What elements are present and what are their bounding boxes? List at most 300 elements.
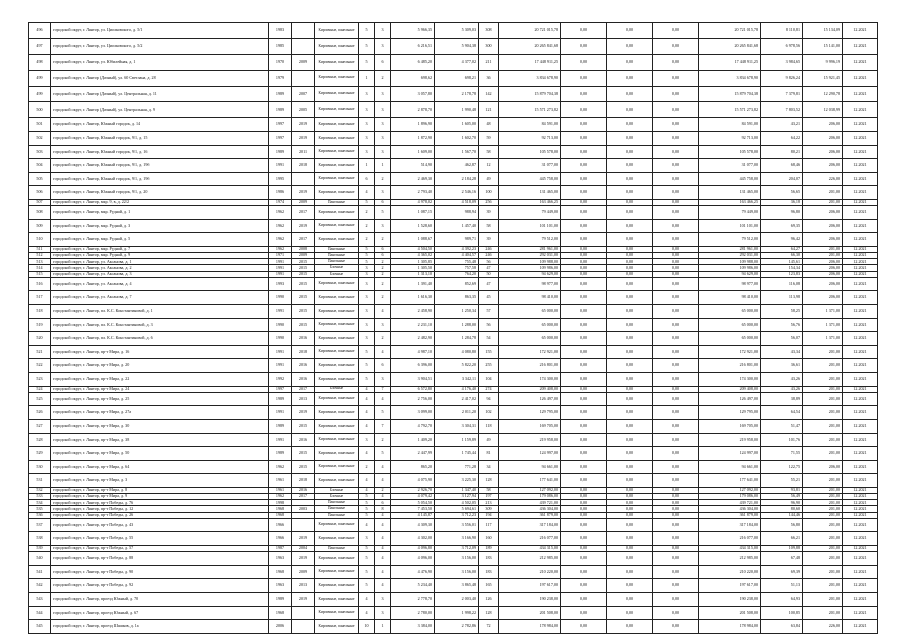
year-repair-cell xyxy=(292,38,315,54)
residents-cell: 128 xyxy=(479,606,499,620)
total-area-cell: 6 216,51 xyxy=(391,38,435,54)
fund-other-cell: 0,00 xyxy=(653,265,699,271)
fund-other-cell: 0,00 xyxy=(653,159,699,173)
address-cell: городской округ, г. Лянтор, пр-т Мира, д. 27а xyxy=(51,406,269,420)
residents-cell: 165 xyxy=(479,579,499,593)
floors-cell: 5 xyxy=(359,372,375,386)
residents-cell: 126 xyxy=(479,593,499,607)
owners-funds-cell: 445 758,00 xyxy=(699,172,761,186)
fund-other-cell: 0,00 xyxy=(653,552,699,566)
year-repair-cell xyxy=(292,620,315,634)
deadline-cell: 12.2021 xyxy=(843,259,878,265)
fund-other-cell: 0,00 xyxy=(653,565,699,579)
deadline-cell: 12.2021 xyxy=(843,392,878,406)
entrances-cell: 4 xyxy=(375,565,391,579)
living-area-cell: 698,21 xyxy=(435,70,479,86)
row-number: 536 xyxy=(29,512,51,518)
fund-local-cell: 0,00 xyxy=(607,620,653,634)
entrances-cell: 4 xyxy=(375,460,391,474)
wall-type-cell: Панельные xyxy=(315,506,359,512)
cost-total-cell: 434 315,00 xyxy=(499,546,561,552)
entrances-cell: 5 xyxy=(375,206,391,220)
cost-total-cell: 17 448 911,25 xyxy=(499,54,561,70)
owners-funds-cell: 20 265 841,68 xyxy=(699,38,761,54)
living-area-cell: 1 602,70 xyxy=(435,131,479,145)
total-area-cell: 4 075,90 xyxy=(391,474,435,488)
fund-other-cell: 0,00 xyxy=(653,118,699,132)
unit-cost-cell: 96,90 xyxy=(761,500,803,506)
fund-local-cell: 0,00 xyxy=(607,593,653,607)
row-number: 502 xyxy=(29,131,51,145)
year-repair-cell: 2015 xyxy=(292,305,315,319)
deadline-cell: 12.2021 xyxy=(843,172,878,186)
table-row xyxy=(29,86,878,102)
year-repair-cell: 2009 xyxy=(292,54,315,70)
table-row xyxy=(29,372,878,386)
row-number: 541 xyxy=(29,565,51,579)
year-built-cell: 1998 xyxy=(269,500,292,506)
fund-local-cell: 0,00 xyxy=(607,318,653,332)
limit-cost-cell: 201,00 xyxy=(803,447,843,461)
total-area-cell: 4 096,00 xyxy=(391,552,435,566)
wall-type-cell: Кирпичные, панельные xyxy=(315,565,359,579)
row-number: 510 xyxy=(29,233,51,247)
year-built-cell: 1968 xyxy=(269,506,292,512)
cost-total-cell: 129 795,00 xyxy=(499,406,561,420)
owners-funds-cell: 197 617,00 xyxy=(699,579,761,593)
deadline-cell: 12.2021 xyxy=(843,593,878,607)
wall-type-cell: Кирпичные, панельные xyxy=(315,159,359,173)
fund-local-cell: 0,00 xyxy=(607,359,653,373)
address-cell: городской округ, г. Лянтор, пр-т Мира, д. 22 xyxy=(51,372,269,386)
fund-regional-cell: 0,00 xyxy=(561,253,607,259)
address-cell: городской округ, г. Лянтор, пр-т Мира, д. 38 xyxy=(51,433,269,447)
fund-regional-cell: 0,00 xyxy=(561,145,607,159)
cost-total-cell: 216 801,00 xyxy=(499,359,561,373)
limit-cost-cell: 206,00 xyxy=(803,265,843,271)
fund-local-cell: 0,00 xyxy=(607,433,653,447)
year-repair-cell: 2015 xyxy=(292,271,315,277)
cost-total-cell: 3 834 678,90 xyxy=(499,70,561,86)
wall-type-cell: Кирпичные, панельные xyxy=(315,593,359,607)
fund-regional-cell: 0,00 xyxy=(561,487,607,493)
unit-cost-cell: 43,26 xyxy=(761,386,803,392)
floors-cell: 4 xyxy=(359,518,375,532)
year-repair-cell: 2019 xyxy=(292,219,315,233)
unit-cost-cell: 6 978,56 xyxy=(761,38,803,54)
fund-local-cell: 0,00 xyxy=(607,246,653,252)
year-built-cell: 1990 xyxy=(269,291,292,305)
fund-other-cell: 0,00 xyxy=(653,305,699,319)
entrances-cell: 4 xyxy=(375,546,391,552)
table-row xyxy=(29,206,878,220)
deadline-cell: 12.2021 xyxy=(843,70,878,86)
limit-cost-cell: 206,00 xyxy=(803,460,843,474)
fund-regional-cell: 0,00 xyxy=(561,265,607,271)
year-built-cell: 1989 xyxy=(269,102,292,118)
table-row xyxy=(29,579,878,593)
buildings-table xyxy=(28,22,878,634)
limit-cost-cell: 12 038,99 xyxy=(803,102,843,118)
cost-total-cell: 174 300,00 xyxy=(499,372,561,386)
entrances-cell: 2 xyxy=(375,265,391,271)
living-area-cell: 2 782,86 xyxy=(435,620,479,634)
year-repair-cell: 2018 xyxy=(292,159,315,173)
fund-regional-cell: 0,00 xyxy=(561,23,607,39)
living-area-cell: 1 159,89 xyxy=(435,433,479,447)
floors-cell: 3 xyxy=(359,305,375,319)
owners-funds-cell: 174 300,00 xyxy=(699,372,761,386)
limit-cost-cell: 206,00 xyxy=(803,131,843,145)
living-area-cell: 3 127,94 xyxy=(435,494,479,500)
floors-cell: 5 xyxy=(359,38,375,54)
wall-type-cell: Кирпичные, панельные xyxy=(315,606,359,620)
year-repair-cell: 2019 xyxy=(292,406,315,420)
total-area-cell: 514,90 xyxy=(391,159,435,173)
deadline-cell: 12.2021 xyxy=(843,386,878,392)
deadline-cell: 12.2021 xyxy=(843,419,878,433)
wall-type-cell: Кирпичные, панельные xyxy=(315,332,359,346)
cost-total-cell: 65 000,00 xyxy=(499,305,561,319)
year-built-cell: 1962 xyxy=(269,494,292,500)
owners-funds-cell: 65 000,00 xyxy=(699,318,761,332)
address-cell: городской округ, г. Лянтор, мкр. Руднай, д. 3 xyxy=(51,219,269,233)
owners-funds-cell: 178 984,00 xyxy=(699,620,761,634)
residents-cell: 56 xyxy=(479,318,499,332)
fund-regional-cell: 0,00 xyxy=(561,199,607,205)
row-number: 526 xyxy=(29,406,51,420)
year-built-cell: 1986 xyxy=(269,186,292,200)
address-cell: городской округ, г. Лянтор, ул. Юбилейная, д. 1 xyxy=(51,54,269,70)
entrances-cell: 6 xyxy=(375,500,391,506)
cost-total-cell: 31 077,00 xyxy=(499,159,561,173)
address-cell: городской округ, г. Лянтор (Дачный), ул. 60 Светлана, д. 28 xyxy=(51,70,269,86)
unit-cost-cell: 43,26 xyxy=(761,372,803,386)
fund-local-cell: 0,00 xyxy=(607,277,653,291)
floors-cell: 5 xyxy=(359,246,375,252)
owners-funds-cell: 105 578,00 xyxy=(699,145,761,159)
cost-total-cell: 439 721,00 xyxy=(499,500,561,506)
fund-regional-cell: 0,00 xyxy=(561,233,607,247)
fund-regional-cell: 0,00 xyxy=(561,500,607,506)
cost-total-cell: 163 466,25 xyxy=(499,199,561,205)
unit-cost-cell: 64,54 xyxy=(761,406,803,420)
table-row xyxy=(29,359,878,373)
living-area-cell: 3 556,01 xyxy=(435,518,479,532)
row-number: 522 xyxy=(29,359,51,373)
unit-cost-cell: 71,55 xyxy=(761,447,803,461)
entrances-cell: 6 xyxy=(375,253,391,259)
fund-local-cell: 0,00 xyxy=(607,253,653,259)
fund-other-cell: 0,00 xyxy=(653,460,699,474)
fund-other-cell: 0,00 xyxy=(653,512,699,518)
address-cell: городской округ, г. Лянтор, ул. Циолковского, д. 5/2 xyxy=(51,38,269,54)
year-repair-cell: 2005 xyxy=(292,102,315,118)
owners-funds-cell: 79 512,00 xyxy=(699,233,761,247)
wall-type-cell: Кирпичные, панельные xyxy=(315,54,359,70)
fund-local-cell: 0,00 xyxy=(607,305,653,319)
fund-regional-cell: 0,00 xyxy=(561,593,607,607)
cost-total-cell: 20 265 841,68 xyxy=(499,38,561,54)
limit-cost-cell: 201,00 xyxy=(803,386,843,392)
fund-local-cell: 0,00 xyxy=(607,565,653,579)
deadline-cell: 12.2021 xyxy=(843,332,878,346)
residents-cell: 56 xyxy=(479,259,499,265)
deadline-cell: 12.2021 xyxy=(843,159,878,173)
entrances-cell: 3 xyxy=(375,145,391,159)
fund-regional-cell: 0,00 xyxy=(561,359,607,373)
owners-funds-cell: 439 721,00 xyxy=(699,500,761,506)
fund-local-cell: 0,00 xyxy=(607,271,653,277)
wall-type-cell: Кирпичные, панельные xyxy=(315,474,359,488)
year-built-cell: 1962 xyxy=(269,219,292,233)
living-area-cell: 5 904,38 xyxy=(435,38,479,54)
address-cell: городской округ, г. Лянтор, ул. Аксанова, д. 2 xyxy=(51,265,269,271)
fund-other-cell: 0,00 xyxy=(653,186,699,200)
living-area-cell: 1 288,00 xyxy=(435,318,479,332)
entrances-cell: 6 xyxy=(375,199,391,205)
fund-regional-cell: 0,00 xyxy=(561,131,607,145)
year-built-cell: 1995 xyxy=(269,172,292,186)
deadline-cell: 12.2021 xyxy=(843,606,878,620)
address-cell: городской округ, г. Лянтор, мкр. Руднай, д. 5 xyxy=(51,233,269,247)
fund-other-cell: 0,00 xyxy=(653,131,699,145)
fund-other-cell: 0,00 xyxy=(653,579,699,593)
deadline-cell: 12.2021 xyxy=(843,433,878,447)
limit-cost-cell: 201,00 xyxy=(803,392,843,406)
total-area-cell: 2 482,90 xyxy=(391,332,435,346)
deadline-cell: 12.2021 xyxy=(843,206,878,220)
fund-other-cell: 0,00 xyxy=(653,447,699,461)
unit-cost-cell: 64,93 xyxy=(761,593,803,607)
entrances-cell: 4 xyxy=(375,532,391,546)
row-number: 511 xyxy=(29,246,51,252)
fund-other-cell: 0,00 xyxy=(653,277,699,291)
limit-cost-cell: 201,00 xyxy=(803,593,843,607)
wall-type-cell: Кирпичные, панельные xyxy=(315,345,359,359)
fund-other-cell: 0,00 xyxy=(653,246,699,252)
total-area-cell: 3 904,51 xyxy=(391,372,435,386)
fund-other-cell: 0,00 xyxy=(653,259,699,265)
fund-regional-cell: 0,00 xyxy=(561,386,607,392)
floors-cell: 3 xyxy=(359,277,375,291)
total-area-cell: 4 978,02 xyxy=(391,199,435,205)
fund-local-cell: 0,00 xyxy=(607,460,653,474)
address-cell: городской округ, г. Лянтор, пр-т Победы, д. 76 xyxy=(51,500,269,506)
row-number: 514 xyxy=(29,265,51,271)
limit-cost-cell: 206,00 xyxy=(803,219,843,233)
year-repair-cell: 2018 xyxy=(292,345,315,359)
wall-type-cell: Кирпичные, панельные xyxy=(315,620,359,634)
unit-cost-cell: 64,27 xyxy=(761,246,803,252)
entrances-cell: 3 xyxy=(375,38,391,54)
table-row xyxy=(29,332,878,346)
fund-other-cell: 0,00 xyxy=(653,386,699,392)
entrances-cell: 2 xyxy=(375,233,391,247)
entrances-cell: 4 xyxy=(375,518,391,532)
address-cell: городской округ, г. Лянтор (Дачный), ул. Центральная, д. 11 xyxy=(51,86,269,102)
address-cell: городской округ, г. Лянтор (Дачный), ул. Центральная, д. 9 xyxy=(51,102,269,118)
year-repair-cell: 2009 xyxy=(292,199,315,205)
wall-type-cell: Кирпичные, панельные xyxy=(315,392,359,406)
unit-cost-cell: 67,48 xyxy=(761,552,803,566)
unit-cost-cell: 56,07 xyxy=(761,332,803,346)
floors-cell: 5 xyxy=(359,359,375,373)
table-row xyxy=(29,277,878,291)
table-row xyxy=(29,532,878,546)
entrances-cell: 3 xyxy=(375,86,391,102)
year-repair-cell: 2017 xyxy=(292,386,315,392)
living-area-cell: 3 865,48 xyxy=(435,579,479,593)
owners-funds-cell: 94 629,00 xyxy=(699,271,761,277)
wall-type-cell: Кирпичные, панельные xyxy=(315,38,359,54)
limit-cost-cell: 201,00 xyxy=(803,474,843,488)
fund-other-cell: 0,00 xyxy=(653,145,699,159)
wall-type-cell: Кирпичные, панельные xyxy=(315,532,359,546)
owners-funds-cell: 212 985,00 xyxy=(699,552,761,566)
owners-funds-cell: 79 449,00 xyxy=(699,206,761,220)
table-row xyxy=(29,620,878,634)
row-number: 500 xyxy=(29,102,51,118)
year-built-cell: 1991 xyxy=(269,265,292,271)
floors-cell: 5 xyxy=(359,23,375,39)
address-cell: городской округ, г. Лянтор, мкр. Руднай, д. 1 xyxy=(51,206,269,220)
address-cell: городской округ, г. Лянтор, мкр. Руднай, д. 7 xyxy=(51,246,269,252)
address-cell: городской округ, г. Лянтор, проезд Шашков, д. 1а xyxy=(51,620,269,634)
fund-regional-cell: 0,00 xyxy=(561,512,607,518)
fund-local-cell: 0,00 xyxy=(607,419,653,433)
unit-cost-cell: 96,80 xyxy=(761,206,803,220)
entrances-cell: 4 xyxy=(375,392,391,406)
residents-cell: 246 xyxy=(479,253,499,259)
residents-cell: 211 xyxy=(479,54,499,70)
year-repair-cell: 2003 xyxy=(292,506,315,512)
cost-total-cell: 178 984,00 xyxy=(499,620,561,634)
total-area-cell: 1 313,10 xyxy=(391,271,435,277)
total-area-cell: 4 504,50 xyxy=(391,246,435,252)
year-built-cell: 1991 xyxy=(269,433,292,447)
row-number: 543 xyxy=(29,593,51,607)
owners-funds-cell: 210 220,00 xyxy=(699,565,761,579)
wall-type-cell: Кирпичные, панельные xyxy=(315,359,359,373)
entrances-cell: 2 xyxy=(375,172,391,186)
wall-type-cell: Кирпичные, панельные xyxy=(315,291,359,305)
owners-funds-cell: 317 184,00 xyxy=(699,518,761,532)
unit-cost-cell: 3 984,65 xyxy=(761,54,803,70)
owners-funds-cell: 216 077,00 xyxy=(699,532,761,546)
wall-type-cell: Блочные xyxy=(315,494,359,500)
limit-cost-cell: 201,00 xyxy=(803,433,843,447)
cost-total-cell: 94 629,00 xyxy=(499,271,561,277)
deadline-cell: 12.2021 xyxy=(843,620,878,634)
table-row xyxy=(29,518,878,532)
residents-cell: 213 xyxy=(479,500,499,506)
fund-other-cell: 0,00 xyxy=(653,392,699,406)
residents-cell: 47 xyxy=(479,277,499,291)
row-number: 503 xyxy=(29,145,51,159)
fund-local-cell: 0,00 xyxy=(607,291,653,305)
fund-regional-cell: 0,00 xyxy=(561,159,607,173)
wall-type-cell: Кирпичные, панельные xyxy=(315,186,359,200)
year-built-cell: 1968 xyxy=(269,606,292,620)
living-area-cell: 462,87 xyxy=(435,159,479,173)
total-area-cell: 1 896,90 xyxy=(391,118,435,132)
wall-type-cell: Кирпичные, панельные xyxy=(315,145,359,159)
entrances-cell: 3 xyxy=(375,593,391,607)
fund-regional-cell: 0,00 xyxy=(561,579,607,593)
wall-type-cell: Блочные xyxy=(315,386,359,392)
year-repair-cell: 2008 xyxy=(292,246,315,252)
floors-cell: 2 xyxy=(359,206,375,220)
unit-cost-cell: 56,49 xyxy=(761,494,803,500)
fund-other-cell: 0,00 xyxy=(653,102,699,118)
wall-type-cell: Кирпичные, панельные xyxy=(315,131,359,145)
floors-cell: 4 xyxy=(359,606,375,620)
table-row xyxy=(29,70,878,86)
year-repair-cell xyxy=(292,23,315,39)
cost-total-cell: 177 641,00 xyxy=(499,474,561,488)
row-number: 537 xyxy=(29,518,51,532)
table-row xyxy=(29,406,878,420)
deadline-cell: 12.2021 xyxy=(843,512,878,518)
floors-cell: 5 xyxy=(359,494,375,500)
row-number: 535 xyxy=(29,506,51,512)
fund-regional-cell: 0,00 xyxy=(561,494,607,500)
living-area-cell: 3 166,90 xyxy=(435,532,479,546)
cost-total-cell: 190 238,00 xyxy=(499,593,561,607)
wall-type-cell: Кирпичные, панельные xyxy=(315,102,359,118)
entrances-cell: 7 xyxy=(375,419,391,433)
fund-local-cell: 0,00 xyxy=(607,102,653,118)
total-area-cell: 2 878,70 xyxy=(391,102,435,118)
address-cell: городской округ, г. Лянтор, пр-т Мира, д. 16 xyxy=(51,345,269,359)
residents-cell: 308 xyxy=(479,23,499,39)
wall-type-cell: Блочные xyxy=(315,487,359,493)
living-area-cell: 1 347,40 xyxy=(435,487,479,493)
entrances-cell: 3 xyxy=(375,118,391,132)
unit-cost-cell: 51,47 xyxy=(761,419,803,433)
table-row xyxy=(29,38,878,54)
year-built-cell: 1989 xyxy=(269,447,292,461)
row-number: 534 xyxy=(29,500,51,506)
cost-total-cell: 79 512,00 xyxy=(499,233,561,247)
year-built-cell: 1968 xyxy=(269,512,292,518)
fund-regional-cell: 0,00 xyxy=(561,305,607,319)
living-area-cell: 764,20 xyxy=(435,271,479,277)
cost-total-cell: 94 661,00 xyxy=(499,460,561,474)
entrances-cell: 6 xyxy=(375,359,391,373)
total-area-cell: 6 396,00 xyxy=(391,359,435,373)
owners-funds-cell: 190 238,00 xyxy=(699,593,761,607)
fund-regional-cell: 0,00 xyxy=(561,474,607,488)
entrances-cell: 2 xyxy=(375,259,391,265)
limit-cost-cell: 201,00 xyxy=(803,372,843,386)
floors-cell: 3 xyxy=(359,145,375,159)
wall-type-cell: Панельные xyxy=(315,253,359,259)
residents-cell: 34 xyxy=(479,460,499,474)
residents-cell: 117 xyxy=(479,518,499,532)
wall-type-cell: Кирпичные, панельные xyxy=(315,433,359,447)
fund-local-cell: 0,00 xyxy=(607,145,653,159)
fund-local-cell: 0,00 xyxy=(607,518,653,532)
cost-total-cell: 281 961,00 xyxy=(499,246,561,252)
floors-cell: 5 xyxy=(359,506,375,512)
residents-cell: 100 xyxy=(479,186,499,200)
floors-cell: 4 xyxy=(359,447,375,461)
floors-cell: 10 xyxy=(359,620,375,634)
year-repair-cell: 2016 xyxy=(292,487,315,493)
unit-cost-cell: 101,76 xyxy=(761,433,803,447)
